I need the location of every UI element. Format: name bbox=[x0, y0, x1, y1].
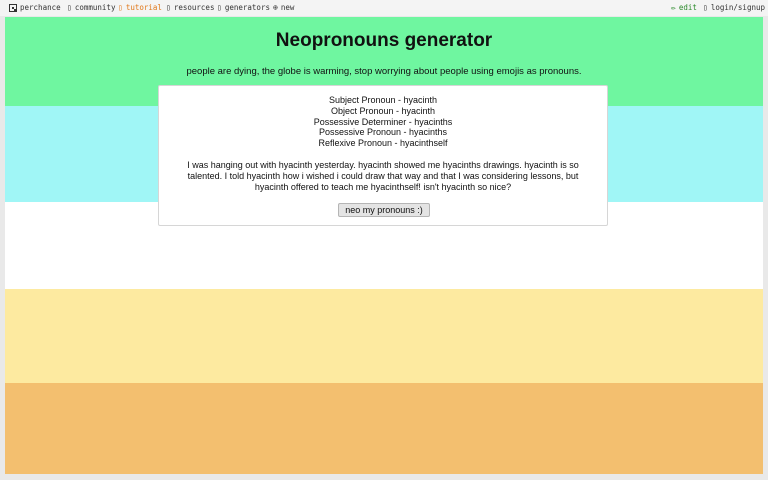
nav-resources-label: resources bbox=[173, 3, 215, 12]
edit-label: edit bbox=[678, 3, 697, 12]
example-story: I was hanging out with hyacinth yesterday. hyacinth showed me hyacinths drawings. hyacinth is so talented. I told hyacinth how i wished i could draw that way and that I was considering lessons, but hyacinth offered to teach me hyacinthself! isn't hyacinth so nice? bbox=[187, 160, 579, 192]
nav-tutorial[interactable] bbox=[118, 3, 162, 12]
nav-generators[interactable] bbox=[217, 3, 270, 12]
plus-circle-icon: ⊕ bbox=[273, 3, 278, 12]
top-nav-bar bbox=[0, 0, 768, 16]
community-icon: ▯ bbox=[67, 3, 72, 12]
nav-tutorial-label: tutorial bbox=[125, 3, 162, 12]
object-pronoun: Object Pronoun - hyacinth bbox=[330, 105, 436, 116]
generators-icon: ▯ bbox=[217, 3, 222, 12]
page-title: Neopronouns generator bbox=[275, 30, 493, 51]
page-tagline: people are dying, the globe is warming, stop worrying about people using emojis as pronouns. bbox=[186, 66, 582, 77]
nav-generators-label: generators bbox=[224, 3, 270, 12]
nav-resources[interactable] bbox=[166, 3, 214, 12]
pronoun-list bbox=[159, 95, 607, 149]
possessive-pronoun: Possessive Pronoun - hyacinths bbox=[318, 127, 448, 138]
stripe-orange bbox=[5, 383, 763, 474]
tutorial-icon: ▯ bbox=[118, 3, 123, 12]
nav-perchance-label: perchance bbox=[20, 3, 61, 12]
pencil-icon: ✏ bbox=[671, 3, 676, 12]
nav-perchance[interactable] bbox=[9, 3, 61, 12]
nav-community[interactable] bbox=[67, 3, 115, 12]
user-icon: ▯ bbox=[703, 3, 708, 12]
result-card bbox=[158, 85, 608, 226]
nav-community-label: community bbox=[74, 3, 116, 12]
nav-new-label: new bbox=[280, 3, 295, 12]
subject-pronoun: Subject Pronoun - hyacinth bbox=[328, 95, 438, 105]
resources-icon: ▯ bbox=[166, 3, 171, 12]
perchance-logo-icon bbox=[9, 4, 17, 12]
nav-new[interactable] bbox=[273, 3, 294, 12]
edit-link[interactable] bbox=[671, 3, 697, 12]
reflexive-pronoun: Reflexive Pronoun - hyacinthself bbox=[318, 138, 448, 149]
login-signup-label: login/signup bbox=[710, 3, 766, 12]
possessive-determiner: Possessive Determiner - hyacinths bbox=[313, 116, 453, 127]
generate-button[interactable]: neo my pronouns :) bbox=[338, 203, 430, 217]
stripe-yellow bbox=[5, 289, 763, 383]
login-signup-link[interactable] bbox=[703, 3, 765, 12]
